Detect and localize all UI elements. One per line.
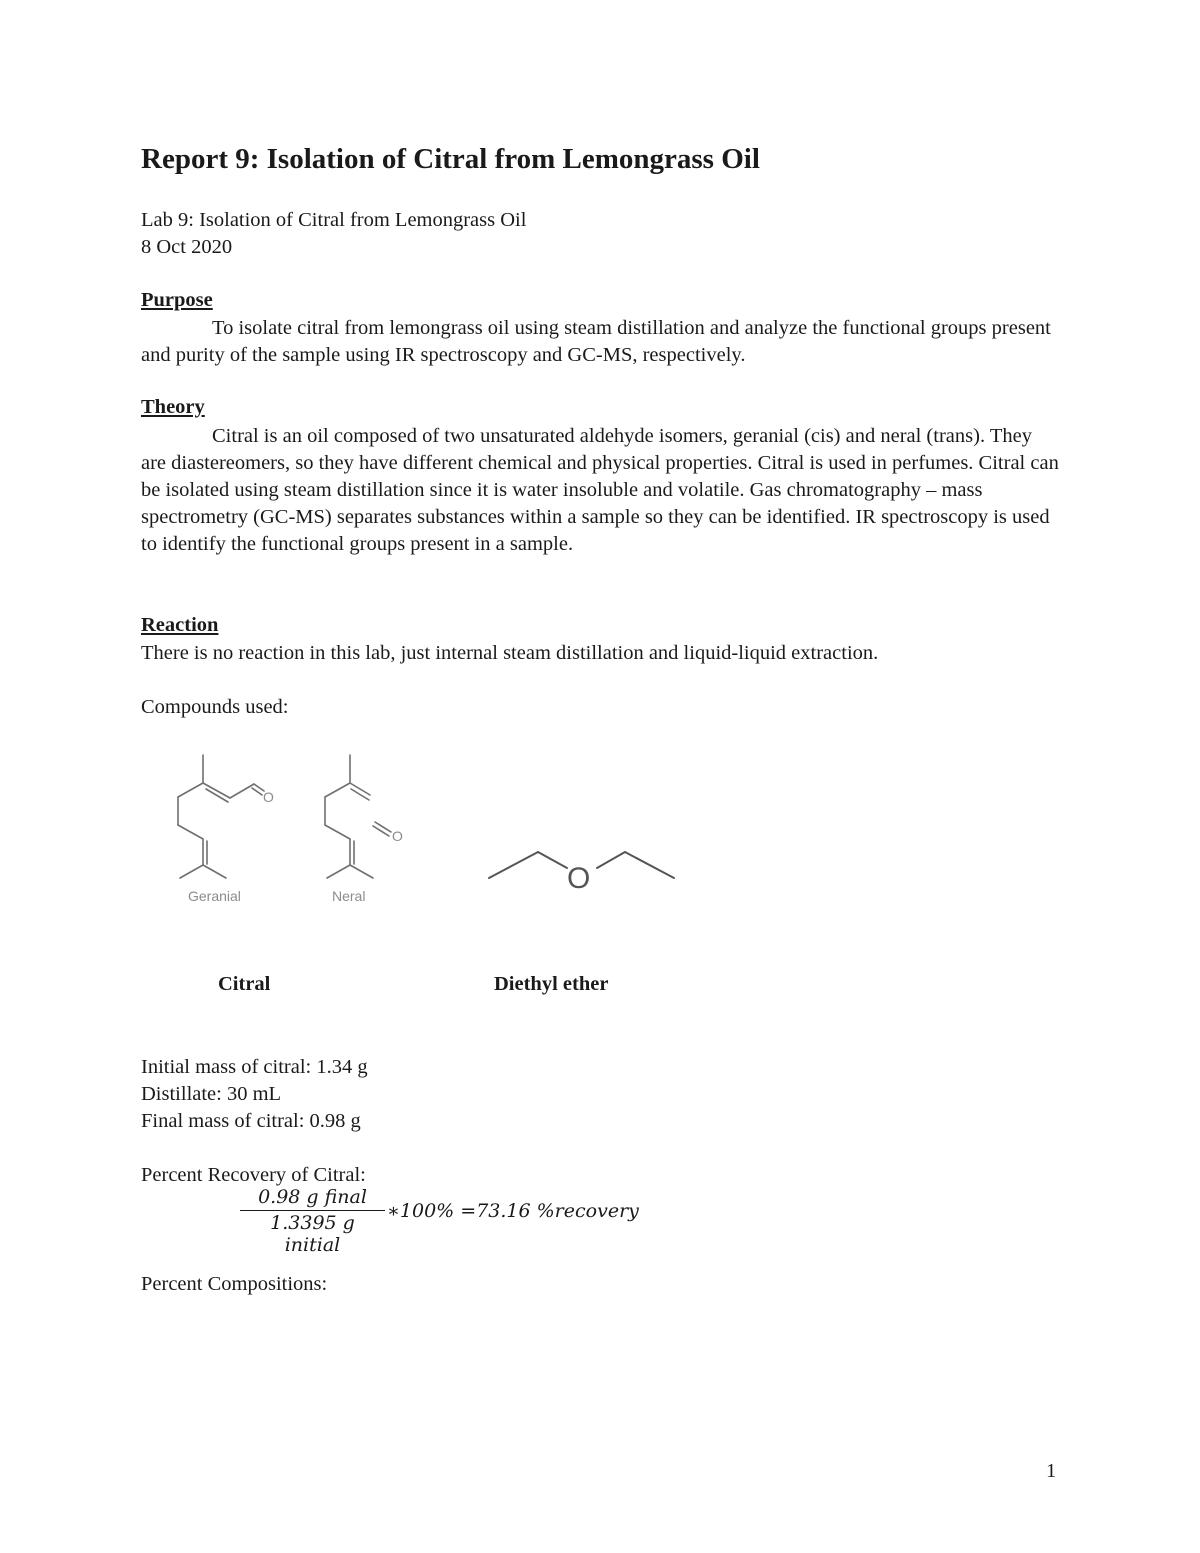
recovery-label: Percent Recovery of Citral: xyxy=(141,1164,366,1186)
neral-label: Neral xyxy=(332,888,366,904)
recovery-denominator: 1.3395 g initial xyxy=(270,1212,355,1256)
report-date: 8 Oct 2020 xyxy=(141,236,233,258)
purpose-section xyxy=(141,315,1061,369)
ether-oxygen-atom: O xyxy=(567,862,591,895)
diethyl-ether-caption: Diethyl ether xyxy=(494,973,609,995)
recovery-numerator: 0.98 g final xyxy=(240,1186,385,1211)
page-number: 1 xyxy=(1046,1460,1057,1482)
theory-text: Citral is an oil composed of two unsaturated aldehyde isomers, geranial (cis) and neral (trans). They are diastereomers, so they have different chemical and physical properties. Citral is used in perfumes. Citral can be isolated using steam distillation since it is water insoluble and volatile. Gas chromatography – mass spectrometry (GC-MS) separates substances within a sample so they can be identified. IR spectroscopy is used to identify the functional groups present in a sample. xyxy=(141,425,1059,555)
theory-section xyxy=(141,423,1061,558)
purpose-heading: Purpose xyxy=(141,289,213,311)
lab-line: Lab 9: Isolation of Citral from Lemongrass Oil xyxy=(141,209,527,231)
recovery-result: ∗100% =73.16 %recovery xyxy=(387,1200,639,1222)
neral-oxygen-atom: O xyxy=(392,828,403,844)
compositions-label: Percent Compositions: xyxy=(141,1273,328,1295)
diethyl-ether-structure-image xyxy=(480,840,690,900)
reaction-heading: Reaction xyxy=(141,614,219,636)
purpose-text: To isolate citral from lemongrass oil using steam distillation and analyze the functional groups present and purity of the sample using IR spectroscopy and GC-MS, respectively. xyxy=(141,317,1051,366)
citral-caption: Citral xyxy=(218,973,271,995)
initial-mass: Initial mass of citral: 1.34 g xyxy=(141,1056,368,1078)
geranial-label: Geranial xyxy=(188,888,241,904)
distillate-volume: Distillate: 30 mL xyxy=(141,1083,282,1105)
recovery-fraction xyxy=(240,1186,385,1256)
final-mass: Final mass of citral: 0.98 g xyxy=(141,1110,361,1132)
reaction-text: There is no reaction in this lab, just internal steam distillation and liquid-liquid extraction. xyxy=(141,642,879,664)
compounds-label: Compounds used: xyxy=(141,696,289,718)
citral-structure-image xyxy=(160,745,430,915)
theory-heading: Theory xyxy=(141,396,205,418)
geranial-oxygen-atom: O xyxy=(263,789,274,805)
report-title: Report 9: Isolation of Citral from Lemongrass Oil xyxy=(141,143,760,175)
